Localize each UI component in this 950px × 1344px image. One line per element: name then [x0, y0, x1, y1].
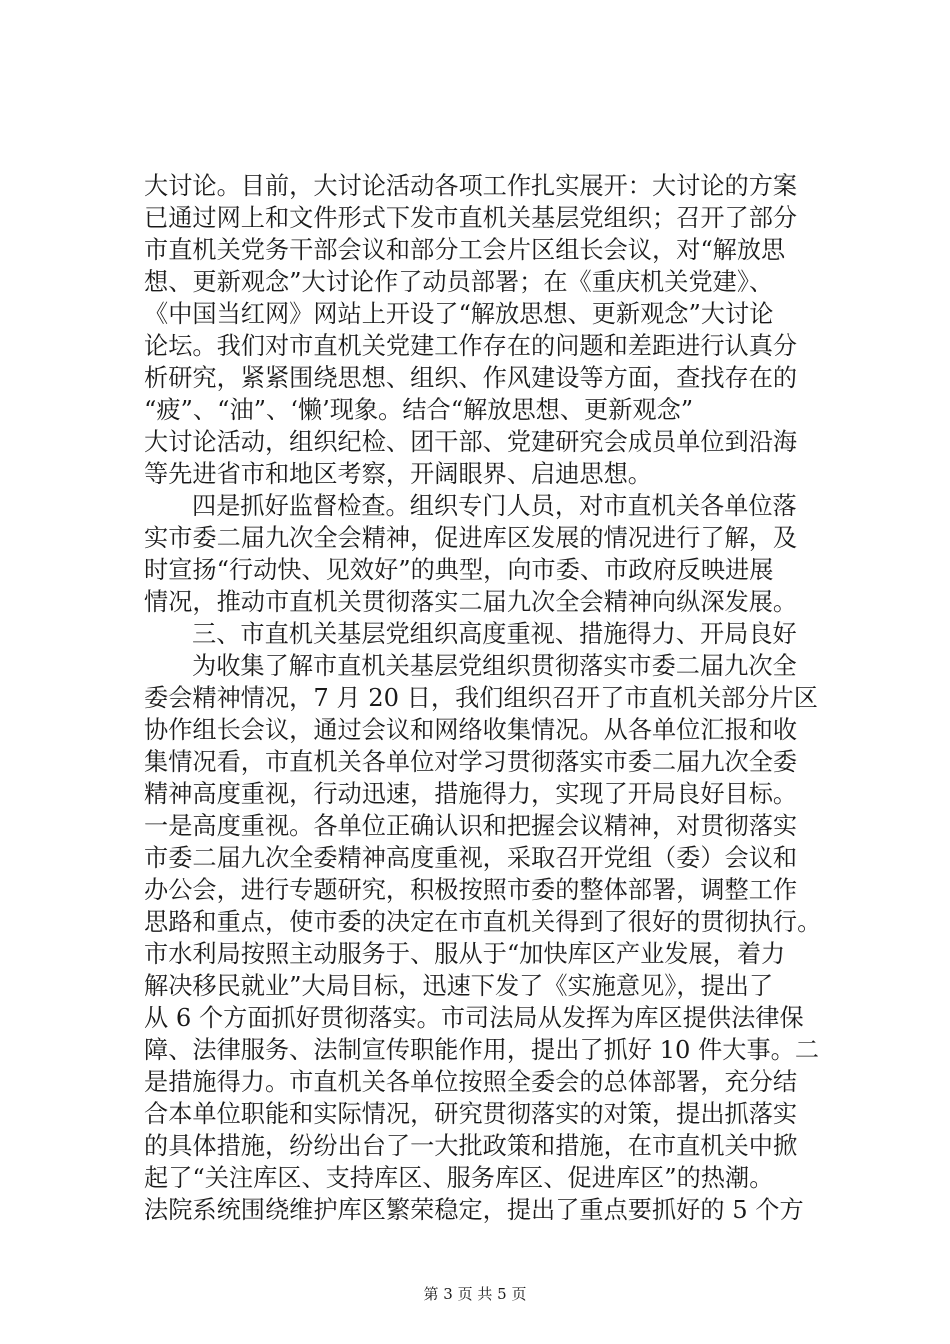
text-line: 协作组长会议，通过会议和网络收集情况。从各单位汇报和收	[144, 716, 798, 744]
text-line: 大讨论。目前，大讨论活动各项工作扎实展开：大讨论的方案	[144, 172, 798, 200]
text-line: 思路和重点，使市委的决定在市直机关得到了很好的贯彻执行。	[144, 908, 822, 936]
text-line: 三、市直机关基层党组织高度重视、措施得力、开局良好	[192, 620, 797, 648]
text-line: 的具体措施，纷纷出台了一大批政策和措施，在市直机关中掀	[144, 1132, 798, 1160]
page-footer: 第 3 页 共 5 页	[423, 1285, 527, 1303]
text-line: 是措施得力。市直机关各单位按照全委会的总体部署，充分结	[144, 1068, 798, 1096]
text-line: 法院系统围绕维护库区繁荣稳定，提出了重点要抓好的 5 个方	[144, 1196, 804, 1224]
text-line: 市直机关党务干部会议和部分工会片区组长会议，对“解放思	[144, 236, 786, 264]
text-line: 已通过网上和文件形式下发市直机关基层党组织；召开了部分	[144, 204, 798, 232]
text-line: 解决移民就业”大局目标，迅速下发了《实施意见》，提出了	[144, 972, 774, 1000]
text-line: 精神高度重视，行动迅速，措施得力，实现了开局良好目标。	[144, 780, 798, 808]
text-line: 想、更新观念”大讨论作了动员部署；在《重庆机关党建》、	[144, 268, 774, 296]
text-line: 析研究，紧紧围绕思想、组织、作风建设等方面，查找存在的	[144, 364, 798, 392]
text-line: 合本单位职能和实际情况，研究贯彻落实的对策，提出抓落实	[144, 1100, 798, 1128]
text-line: 市水利局按照主动服务于、服从于“加快库区产业发展，着力	[144, 940, 786, 968]
text-line: 从 6 个方面抓好贯彻落实。市司法局从发挥为库区提供法律保	[144, 1004, 804, 1032]
text-line: 办公会，进行专题研究，积极按照市委的整体部署，调整工作	[144, 876, 798, 904]
text-line: 论坛。我们对市直机关党建工作存在的问题和差距进行认真分	[144, 332, 798, 360]
text-line: 《中国当红网》网站上开设了“解放思想、更新观念”大讨论	[144, 300, 774, 328]
text-line: 大讨论活动，组织纪检、团干部、党建研究会成员单位到沿海	[144, 428, 798, 456]
text-line: 实市委二届九次全会精神，促进库区发展的情况进行了解，及	[144, 524, 798, 552]
text-line: 委会精神情况，7 月 20 日，我们组织召开了市直机关部分片区	[144, 684, 818, 712]
text-line: 市委二届九次全委精神高度重视，采取召开党组（委）会议和	[144, 844, 798, 872]
text-line: 集情况看，市直机关各单位对学习贯彻落实市委二届九次全委	[144, 748, 798, 776]
text-line: 时宣扬“行动快、见效好”的典型，向市委、市政府反映进展	[144, 556, 774, 584]
text-line: 一是高度重视。各单位正确认识和把握会议精神，对贯彻落实	[144, 812, 798, 840]
text-line: 障、法律服务、法制宣传职能作用，提出了抓好 10 件大事。二	[144, 1036, 820, 1064]
text-line: 起了“关注库区、支持库区、服务库区、促进库区”的热潮。	[144, 1164, 774, 1192]
text-line: 四是抓好监督检查。组织专门人员，对市直机关各单位落	[192, 492, 797, 520]
body-text	[144, 170, 844, 1226]
text-line: 等先进省市和地区考察，开阔眼界、启迪思想。	[144, 460, 652, 488]
text-line: 情况，推动市直机关贯彻落实二届九次全会精神向纵深发展。	[144, 588, 798, 616]
text-line: “疲”、“油”、‘懒’现象。结合“解放思想、更新观念”	[144, 396, 694, 424]
text-line: 为收集了解市直机关基层党组织贯彻落实市委二届九次全	[192, 652, 797, 680]
